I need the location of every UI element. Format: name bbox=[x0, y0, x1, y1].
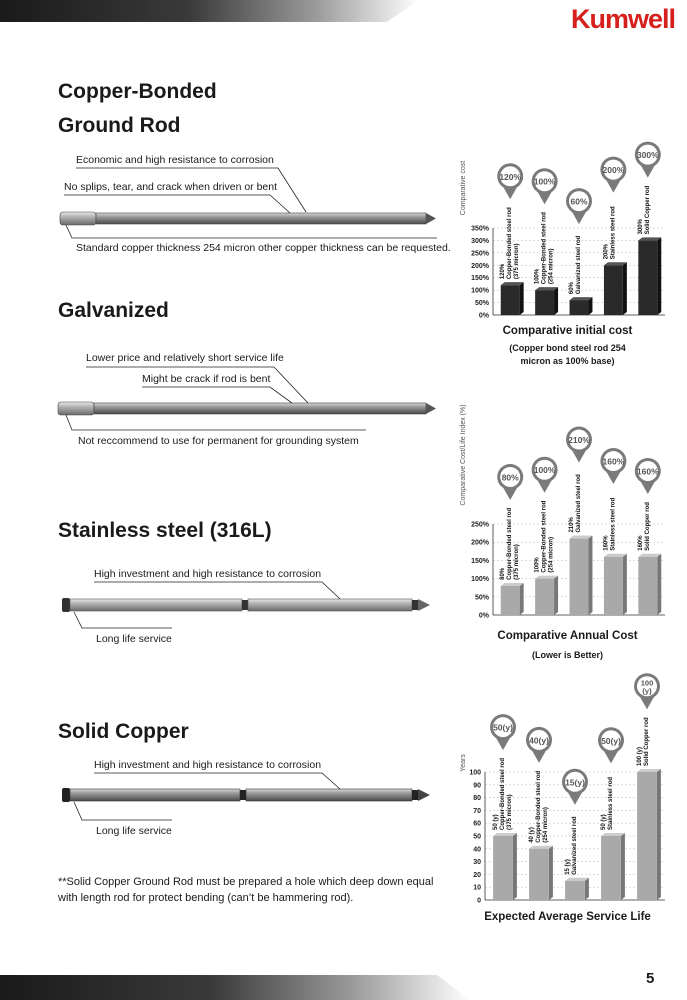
bar-top bbox=[501, 583, 524, 586]
chart-annual-cost bbox=[455, 400, 680, 625]
pin-label: 80% bbox=[501, 472, 519, 483]
bar-category-label: 15 (y) bbox=[565, 859, 571, 875]
bar-top bbox=[493, 833, 517, 836]
bar-side bbox=[520, 583, 524, 615]
bar-category-label: 200% bbox=[603, 243, 610, 260]
galvanized-callout-1: Lower price and relatively short service life bbox=[86, 352, 284, 364]
y-tick-label: 150% bbox=[471, 557, 489, 565]
pin-label: 160% bbox=[636, 466, 659, 477]
bar-category-label: Galvanized steel rod bbox=[572, 816, 578, 875]
bar-category-label: 160% bbox=[603, 535, 610, 551]
y-tick-label: 100% bbox=[471, 287, 489, 295]
chart-initial-cost-subtitle-1: (Copper bond steel rod 254 bbox=[509, 343, 626, 353]
y-tick-label: 150% bbox=[471, 275, 489, 283]
page-number: 5 bbox=[646, 970, 655, 987]
footer-bar bbox=[0, 975, 470, 1000]
chart-initial-cost bbox=[455, 138, 680, 323]
y-axis-label: Years bbox=[460, 754, 467, 772]
bar-category-label: (375 micron) bbox=[514, 544, 521, 580]
y-tick-label: 200% bbox=[471, 262, 489, 270]
pin-label: (y) bbox=[642, 686, 652, 696]
pin-label: 200% bbox=[602, 165, 625, 176]
bar-side bbox=[554, 287, 558, 315]
bar-category-label: (254 micron) bbox=[548, 536, 555, 573]
bar-category-label: Copper-Bonded steel rod bbox=[500, 757, 506, 830]
bar bbox=[501, 285, 520, 315]
heading-galvanized: Galvanized bbox=[58, 299, 169, 322]
bar-side bbox=[554, 576, 558, 615]
y-tick-label: 60 bbox=[473, 820, 481, 828]
y-tick-label: 50% bbox=[474, 300, 489, 308]
bar-category-label: Copper-Bonded steel rod bbox=[541, 500, 548, 573]
bar-top bbox=[638, 237, 661, 240]
bar bbox=[601, 836, 621, 900]
bar-side bbox=[623, 262, 627, 315]
y-tick-label: 350% bbox=[471, 225, 489, 233]
bar-category-label: 210% bbox=[569, 517, 575, 533]
pin-label: 60% bbox=[570, 196, 588, 207]
y-tick-label: 0 bbox=[477, 897, 481, 905]
bar-category-label: Solid Copper rod bbox=[644, 185, 651, 235]
stainless-callout-2: Long life service bbox=[96, 633, 172, 645]
y-axis-label: Comparative Cost/Life Index (%) bbox=[460, 404, 467, 506]
bar-category-label: 300% bbox=[637, 219, 644, 235]
bar-side bbox=[585, 878, 589, 900]
bar-category-label: 60% bbox=[569, 282, 575, 295]
y-tick-label: 0% bbox=[478, 312, 489, 320]
pin-label: 160% bbox=[602, 456, 625, 467]
galvanized-rod bbox=[58, 402, 436, 415]
bar-top bbox=[601, 833, 625, 836]
pin-label: 210% bbox=[568, 435, 590, 446]
solid-copper-rod bbox=[62, 788, 430, 802]
bar-category-label: 100 (y) bbox=[637, 746, 643, 766]
y-tick-label: 30 bbox=[473, 859, 481, 867]
heading-copper-bonded-line1: Copper-Bonded bbox=[58, 80, 217, 103]
bar-top bbox=[565, 878, 589, 881]
y-tick-label: 0% bbox=[478, 612, 489, 620]
bar-top bbox=[604, 262, 627, 265]
bar-category-label: 50 (y) bbox=[601, 814, 607, 830]
y-tick-label: 70 bbox=[473, 807, 481, 815]
galvanized-callout-3: Not reccommend to use for permanent for grounding system bbox=[78, 435, 359, 447]
bar-side bbox=[588, 536, 592, 615]
y-tick-label: 100% bbox=[471, 576, 489, 584]
solid-copper-callout-1: High investment and high resistance to corrosion bbox=[94, 759, 322, 771]
bar-top bbox=[535, 576, 558, 579]
bar bbox=[570, 539, 589, 615]
bar bbox=[535, 579, 554, 615]
bar-category-label: Copper-Bonded steel rod bbox=[536, 770, 542, 843]
bar-top bbox=[604, 554, 627, 557]
bar-category-label: 100% bbox=[534, 557, 541, 573]
stainless-rod bbox=[62, 598, 430, 612]
chart-service-life-title: Expected Average Service Life bbox=[484, 911, 651, 923]
galvanized-callout-2: Might be crack if rod is bent bbox=[142, 373, 271, 385]
bar-category-label: (254 micron) bbox=[543, 807, 549, 843]
stainless-callout-1: High investment and high resistance to corrosion bbox=[94, 568, 322, 580]
pin-label: 100% bbox=[533, 465, 556, 476]
bar-side bbox=[621, 833, 625, 900]
pin-label: 15(y) bbox=[565, 777, 585, 788]
pin-label: 50(y) bbox=[601, 735, 621, 746]
copper-bonded-callout-1: Economic and high resistance to corrosion bbox=[76, 154, 274, 166]
solid-copper-callout-2: Long life service bbox=[96, 825, 172, 837]
heading-stainless: Stainless steel (316L) bbox=[58, 519, 272, 542]
chart-annual-cost-subtitle: (Lower is Better) bbox=[531, 650, 603, 660]
bar-category-label: Copper-Bonded steel rod bbox=[541, 212, 548, 285]
copper-bonded-callout-3: Standard copper thickness 254 micron other copper thickness can be requested. bbox=[76, 242, 451, 254]
pin-label: 120% bbox=[499, 171, 522, 182]
bar-category-label: Galvanized steel rod bbox=[576, 235, 582, 295]
bar bbox=[565, 881, 585, 900]
bar bbox=[638, 557, 657, 615]
copper-bonded-callout-2: No splips, tear, and crack when driven or bent bbox=[64, 181, 278, 193]
y-tick-label: 250% bbox=[471, 521, 489, 529]
y-tick-label: 50% bbox=[474, 594, 489, 602]
bar-top bbox=[637, 769, 661, 772]
bar bbox=[493, 836, 513, 900]
chart-initial-cost-subtitle-2: micron as 100% base) bbox=[520, 356, 615, 366]
heading-solid-copper: Solid Copper bbox=[58, 720, 189, 743]
bar-side bbox=[520, 282, 524, 315]
y-tick-label: 80 bbox=[473, 795, 481, 803]
bar-side bbox=[549, 846, 553, 900]
bar bbox=[570, 300, 589, 315]
pin-label: 50(y) bbox=[493, 722, 513, 733]
y-tick-label: 40 bbox=[473, 846, 481, 854]
bar-category-label: (254 micron) bbox=[548, 248, 555, 285]
bar-side bbox=[657, 769, 661, 900]
y-tick-label: 200% bbox=[471, 539, 489, 547]
bar-category-label: Stainless steel rod bbox=[610, 206, 617, 260]
y-tick-label: 100 bbox=[469, 769, 481, 777]
chart-annual-cost-title: Comparative Annual Cost bbox=[497, 630, 638, 642]
heading-copper-bonded-line2: Ground Rod bbox=[58, 114, 181, 137]
bar bbox=[604, 265, 623, 315]
bar-top bbox=[570, 297, 593, 300]
bar-top bbox=[570, 536, 593, 539]
bar-side bbox=[657, 554, 661, 615]
pin-label: 300% bbox=[636, 150, 659, 161]
solid-copper-note: **Solid Copper Ground Rod must be prepared a hole which deep down equal with length rod for protect bending (can’t be hammering rod). bbox=[58, 876, 434, 904]
bar-top bbox=[638, 554, 661, 557]
bar-category-label: (375 micron) bbox=[507, 794, 513, 830]
bar-category-label: Stainless steel rod bbox=[610, 497, 617, 551]
bar-category-label: 80% bbox=[500, 567, 507, 580]
bar-top bbox=[535, 287, 558, 290]
y-axis-label: Comparative cost bbox=[460, 160, 467, 216]
bar-category-label: Copper-Bonded steel rod bbox=[507, 507, 514, 580]
bar bbox=[637, 772, 657, 900]
bar bbox=[535, 290, 554, 315]
bar bbox=[604, 557, 623, 615]
chart-service-life bbox=[455, 668, 680, 906]
pin-label: 100% bbox=[533, 176, 556, 187]
bar-category-label: Copper-Bonded steel rod bbox=[507, 207, 514, 280]
pin-label: 100 bbox=[640, 678, 654, 688]
bar-category-label: Solid Copper rod bbox=[644, 502, 651, 551]
bar-side bbox=[513, 833, 517, 900]
y-tick-label: 20 bbox=[473, 871, 481, 879]
copper-bonded-rod bbox=[60, 212, 436, 225]
chart-initial-cost-title: Comparative initial cost bbox=[502, 325, 633, 337]
pin-label: 40(y) bbox=[529, 735, 549, 746]
bar-top bbox=[529, 846, 553, 849]
bar-side bbox=[623, 554, 627, 615]
bar-category-label: (375 micron) bbox=[514, 243, 521, 280]
bar-top bbox=[501, 282, 524, 285]
y-tick-label: 50 bbox=[473, 833, 481, 841]
kumwell-logo: Kumwell bbox=[570, 4, 675, 34]
bar bbox=[501, 586, 520, 615]
bar-category-label: Solid Copper rod bbox=[644, 717, 650, 766]
bar-category-label: 50 (y) bbox=[493, 814, 499, 830]
bar bbox=[529, 849, 549, 900]
bar-category-label: 100% bbox=[534, 268, 541, 285]
y-tick-label: 90 bbox=[473, 782, 481, 790]
y-tick-label: 300% bbox=[471, 237, 489, 245]
bar-category-label: Galvanized steel rod bbox=[576, 474, 582, 533]
bar bbox=[638, 240, 657, 315]
bar-side bbox=[588, 297, 592, 315]
bar-category-label: Stainless steel rod bbox=[608, 776, 614, 830]
bar-category-label: 120% bbox=[500, 263, 507, 280]
bar-category-label: 40 (y) bbox=[529, 827, 535, 843]
bar-side bbox=[657, 237, 661, 315]
y-tick-label: 250% bbox=[471, 250, 489, 258]
bar-category-label: 160% bbox=[637, 535, 644, 551]
y-tick-label: 10 bbox=[473, 884, 481, 892]
